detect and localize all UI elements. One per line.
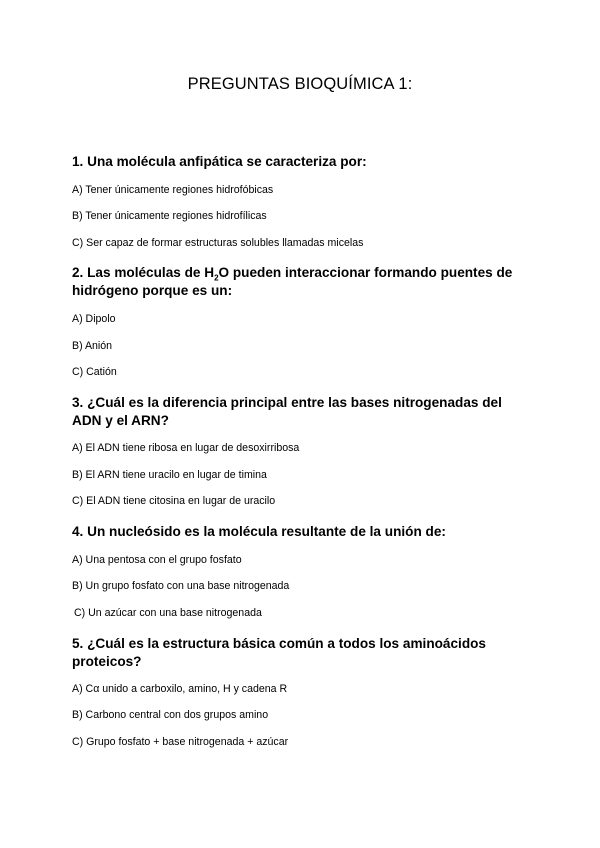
question-1 <box>72 153 532 171</box>
option-5a: A) Cα unido a carboxilo, amino, H y cadena R <box>72 683 288 695</box>
question-text: ¿Cuál es la estructura básica común a todos los aminoácidos proteicos? <box>72 636 486 669</box>
option-3b: B) El ARN tiene uracilo en lugar de timina <box>72 469 267 481</box>
question-4 <box>72 523 532 541</box>
page-title: PREGUNTAS BIOQUÍMICA 1: <box>187 75 413 93</box>
option-3c: C) El ADN tiene citosina en lugar de uracilo <box>72 495 276 507</box>
subscript: 2 <box>214 273 219 283</box>
option-2a: A) Dipolo <box>72 313 116 325</box>
option-5c: C) Grupo fosfato + base nitrogenada + azúcar <box>72 736 289 748</box>
option-4b: B) Un grupo fosfato con una base nitrogenada <box>72 580 290 592</box>
question-2 <box>72 264 532 300</box>
question-3 <box>72 394 532 430</box>
option-2b: B) Anión <box>72 340 113 352</box>
question-number: 1. <box>72 154 84 169</box>
option-4c: C) Un azúcar con una base nitrogenada <box>74 607 262 619</box>
option-2c: C) Catión <box>72 366 117 378</box>
question-number: 4. <box>72 524 84 539</box>
option-1a: A) Tener únicamente regiones hidrofóbicas <box>72 184 274 196</box>
question-number: 2. <box>72 265 84 280</box>
question-text: Una molécula anfipática se caracteriza por: <box>87 154 367 169</box>
question-text: Un nucleósido es la molécula resultante de la unión de: <box>87 524 446 539</box>
question-text-after: O pueden interaccionar formando puentes de hidrógeno porque es un: <box>72 265 513 298</box>
question-number: 3. <box>72 395 84 410</box>
question-5 <box>72 635 532 671</box>
option-5b: B) Carbono central con dos grupos amino <box>72 709 269 721</box>
question-number: 5. <box>72 636 84 651</box>
question-text: ¿Cuál es la diferencia principal entre las bases nitrogenadas del ADN y el ARN? <box>72 395 502 428</box>
option-3a: A) El ADN tiene ribosa en lugar de desoxirribosa <box>72 442 300 454</box>
option-4a: A) Una pentosa con el grupo fosfato <box>72 554 242 566</box>
option-1c: C) Ser capaz de formar estructuras solubles llamadas micelas <box>72 237 364 249</box>
option-1b: B) Tener únicamente regiones hidrofílicas <box>72 210 267 222</box>
question-text-before: Las moléculas de H <box>87 265 215 280</box>
